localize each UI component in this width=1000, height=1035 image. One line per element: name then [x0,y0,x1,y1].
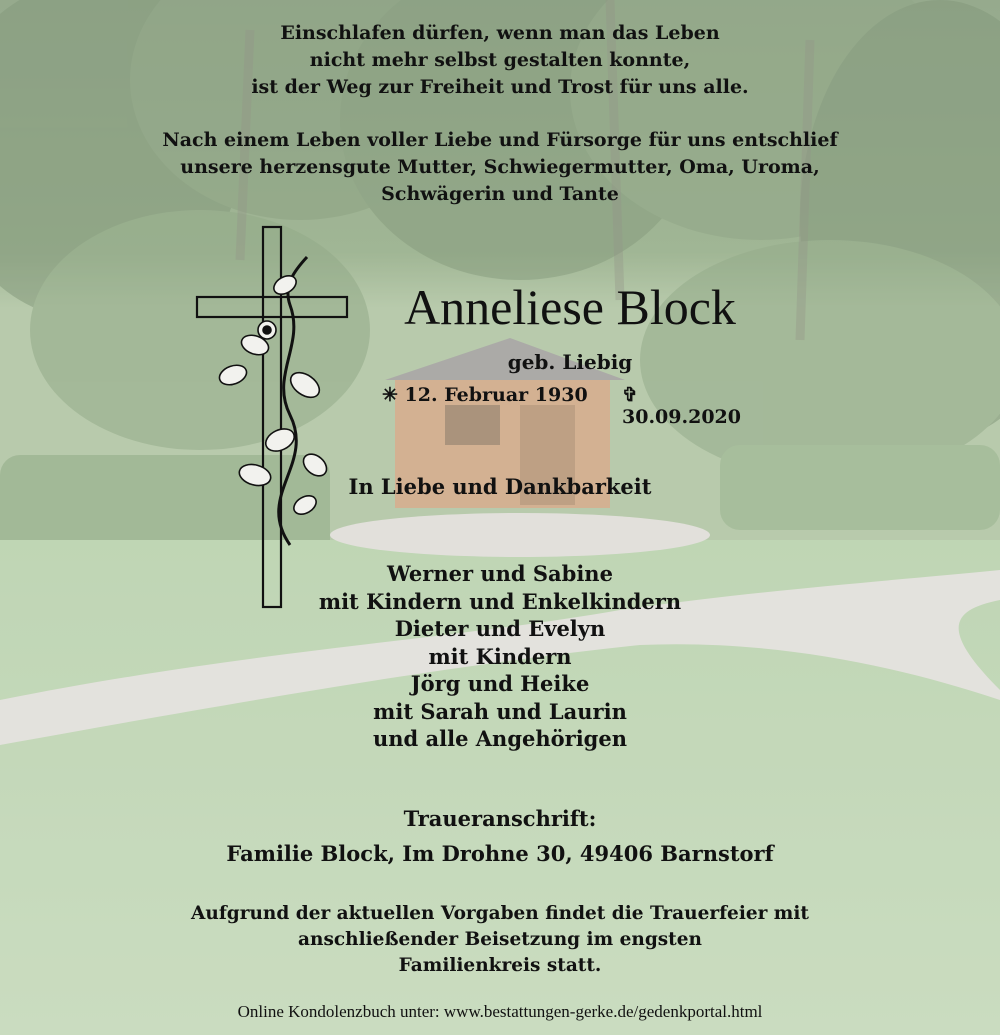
intro-line: Nach einem Leben voller Liebe und Fürsorge für uns entschlief [162,129,838,151]
intro-line: unsere herzensgute Mutter, Schwiegermutter, Oma, Uroma, [180,156,820,178]
mourner-line: mit Kindern und Enkelkindern [318,588,682,614]
address-label: Traueranschrift: [403,806,597,831]
mourner-line: Dieter und Evelyn [394,616,606,641]
notice-line: Familienkreis statt. [398,955,602,976]
notice-line: anschließender Beisetzung im engsten [298,929,702,950]
intro-line: Schwägerin und Tante [381,183,619,205]
mourner-line: Jörg und Heike [410,671,590,696]
maiden-name: geb. Liebig [507,350,633,374]
mourner-line: mit Kindern [428,643,572,669]
mourner-line: mit Sarah und Laurin [373,698,627,724]
gratitude-line: In Liebe und Dankbarkeit [348,474,652,499]
death-date: ✞ 30.09.2020 [622,384,741,428]
poem-line: Einschlafen dürfen, wenn man das Leben [280,22,720,44]
birth-date: ✳ 12. Februar 1930 [382,384,588,406]
poem-verse [0,20,1000,101]
mourner-line: und alle Angehörigen [373,726,627,751]
poem-line: nicht mehr selbst gestalten konnte, [309,49,691,71]
poem-line: ist der Weg zur Freiheit und Trost für uns alle. [251,76,749,98]
mourning-address: Familie Block, Im Drohne 30, 49406 Barnstorf [226,841,774,866]
intro-text [0,127,1000,208]
online-condolence-link[interactable]: Online Kondolenzbuch unter: www.bestattungen-gerke.de/gedenkportal.html [237,1002,763,1021]
funeral-notice [0,901,1000,979]
notice-line: Aufgrund der aktuellen Vorgaben findet die Trauerfeier mit [191,903,809,924]
mourner-line: Werner und Sabine [387,561,613,586]
mourners-list [0,560,1000,753]
deceased-name: Anneliese Block [404,279,736,335]
